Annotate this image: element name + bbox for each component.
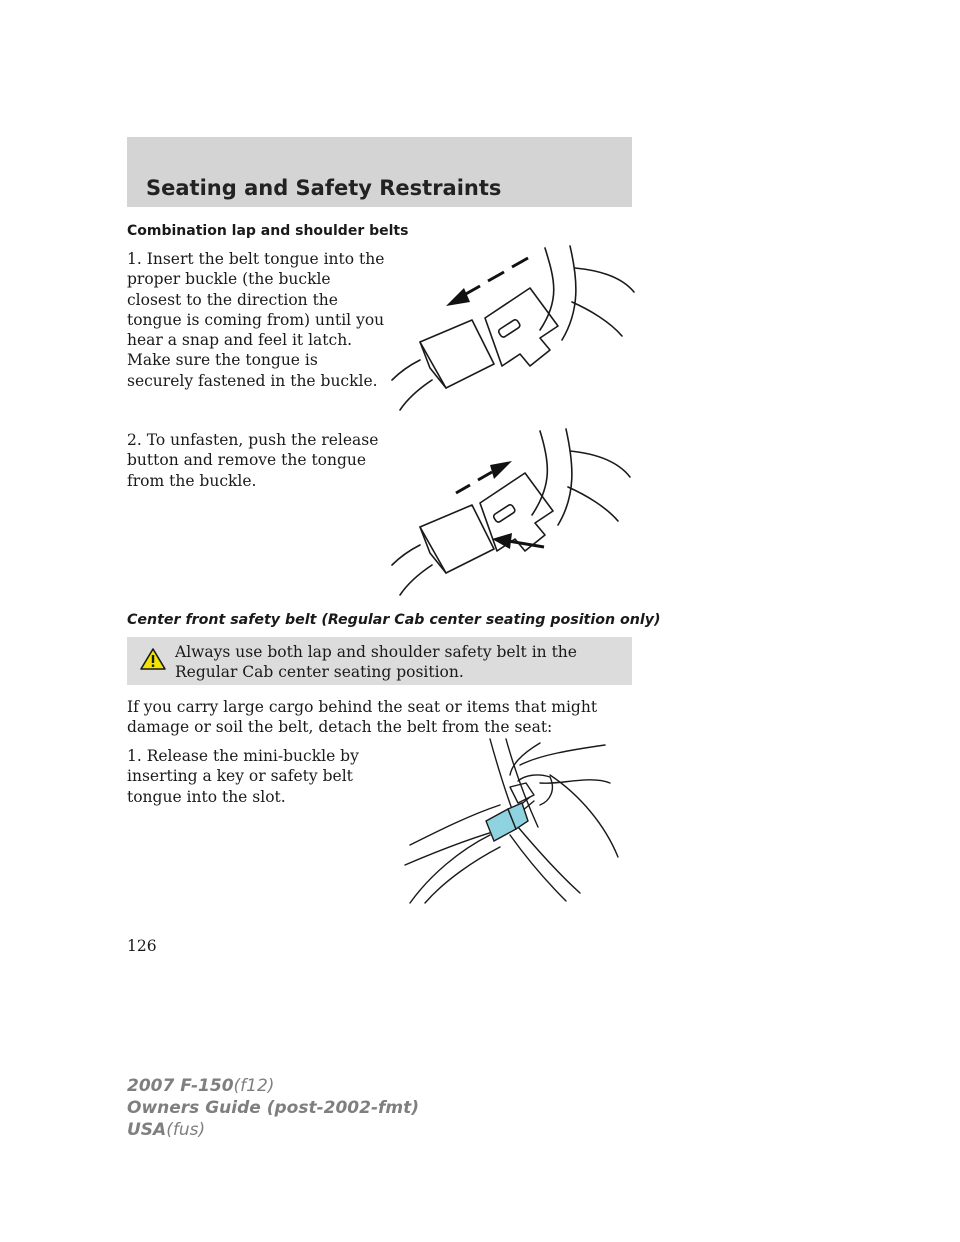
belt-release-illustration xyxy=(390,425,640,600)
step1-insert-tongue: 1. Insert the belt tongue into the proper buckle (the buckle closest to the direction the tongue is coming from) until you hear a snap and feel it latch. Make sure the tongue is securely fastened in the buckle. xyxy=(127,250,385,390)
footer-market-name: USA xyxy=(127,1120,167,1140)
step2-unfasten: 2. To unfasten, push the release button and remove the tongue from the buckle. xyxy=(127,431,379,490)
detach-belt-intro: If you carry large cargo behind the seat or items that might damage or soil the belt, detach the belt from the seat: xyxy=(127,698,598,737)
heading-combination-belts: Combination lap and shoulder belts xyxy=(127,223,409,239)
warning-text: Always use both lap and shoulder safety belt in the Regular Cab center seating position. xyxy=(175,643,577,682)
minibuckle-release-illustration xyxy=(400,735,630,905)
footer-market-code: (fus) xyxy=(166,1120,206,1140)
warning-icon xyxy=(140,647,166,671)
footer-market xyxy=(127,1120,205,1140)
page-number: 126 xyxy=(127,937,157,955)
footer-guide: Owners Guide (post-2002-fmt) xyxy=(127,1098,420,1118)
heading-center-front-belt: Center front safety belt (Regular Cab center seating position only) xyxy=(127,612,661,628)
belt-insert-illustration xyxy=(390,240,640,415)
section-title: Seating and Safety Restraints xyxy=(146,176,502,200)
step1-release-minibuckle: 1. Release the mini-buckle by inserting a key or safety belt tongue into the slot. xyxy=(127,747,359,806)
footer-model-code: (f12) xyxy=(233,1076,275,1096)
footer-model-name: 2007 F-150 xyxy=(127,1076,234,1096)
footer-model xyxy=(127,1076,274,1096)
